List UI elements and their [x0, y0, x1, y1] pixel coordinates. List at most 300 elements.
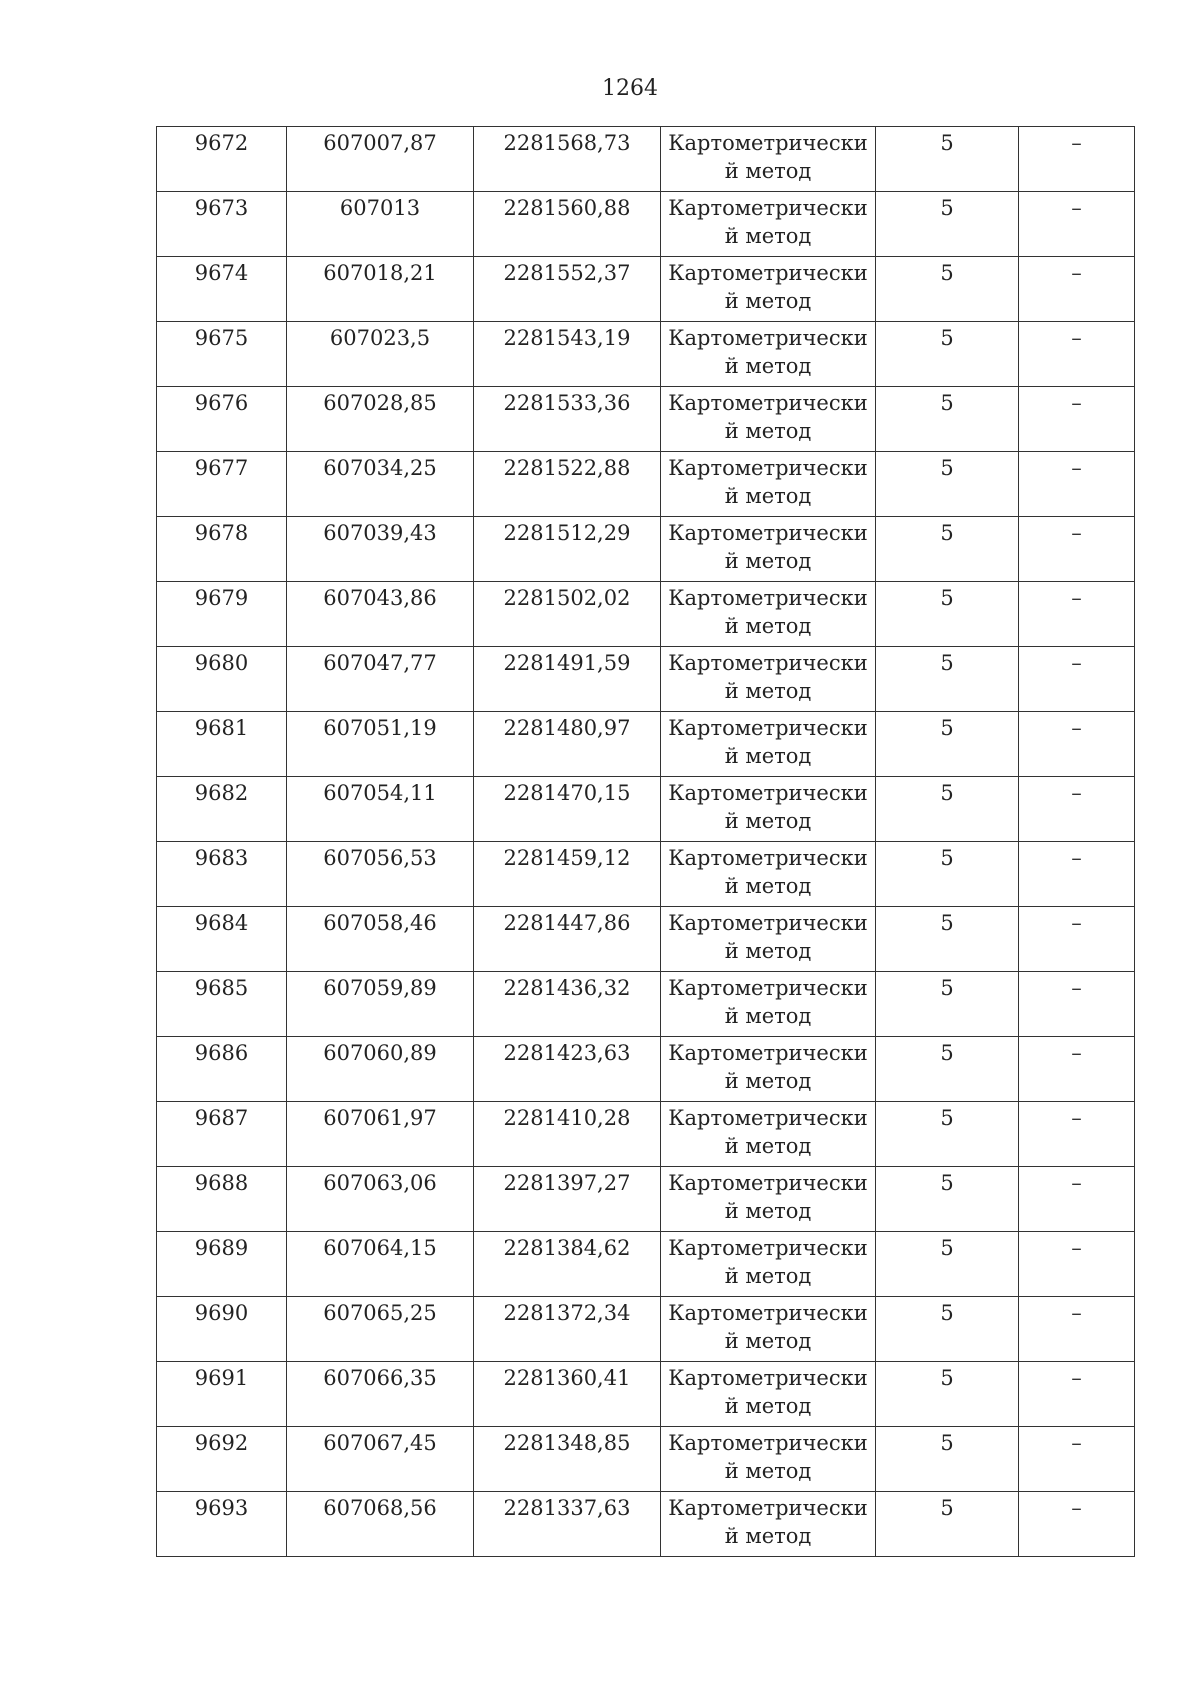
- note-text: –: [1071, 716, 1082, 740]
- point-number-text: 9677: [194, 456, 249, 480]
- method-line-2: й метод: [724, 419, 812, 443]
- note-text: –: [1071, 781, 1082, 805]
- note-text: –: [1071, 326, 1082, 350]
- point-number-cell: [157, 582, 287, 647]
- y-coordinate-text: 2281397,27: [503, 1171, 631, 1195]
- x-coordinate-text: 607056,53: [323, 846, 437, 870]
- y-coordinate-text: 2281533,36: [503, 391, 631, 415]
- point-number-text: 9684: [194, 911, 249, 935]
- method-line-1: Картометрически: [668, 1041, 868, 1065]
- x-coordinate-text: 607039,43: [323, 521, 437, 545]
- page-number: 1264: [602, 76, 658, 101]
- table-row: [157, 777, 1135, 842]
- note-cell: [1019, 322, 1135, 387]
- x-coordinate-text: 607066,35: [323, 1366, 437, 1390]
- note-text: –: [1071, 196, 1082, 220]
- method-cell: [661, 322, 876, 387]
- x-coordinate-cell: [287, 1167, 474, 1232]
- method-line-2: й метод: [724, 744, 812, 768]
- note-text: –: [1071, 651, 1082, 675]
- y-coordinate-text: 2281360,41: [503, 1366, 631, 1390]
- x-coordinate-cell: [287, 712, 474, 777]
- accuracy-text: 5: [940, 326, 954, 350]
- method-text: [661, 517, 875, 575]
- method-cell: [661, 517, 876, 582]
- y-coordinate-cell: [474, 1167, 661, 1232]
- point-number-text: 9675: [194, 326, 249, 350]
- method-text: [661, 127, 875, 185]
- x-coordinate-cell: [287, 1492, 474, 1557]
- y-coordinate-text: 2281470,15: [503, 781, 631, 805]
- note-text: –: [1071, 1496, 1082, 1520]
- method-cell: [661, 1362, 876, 1427]
- note-cell: [1019, 1297, 1135, 1362]
- x-coordinate-text: 607068,56: [323, 1496, 437, 1520]
- y-coordinate-cell: [474, 712, 661, 777]
- point-number-text: 9682: [194, 781, 249, 805]
- method-text: [661, 452, 875, 510]
- y-coordinate-text: 2281348,85: [503, 1431, 631, 1455]
- note-cell: [1019, 1427, 1135, 1492]
- accuracy-cell: [876, 1167, 1019, 1232]
- x-coordinate-cell: [287, 972, 474, 1037]
- note-cell: [1019, 777, 1135, 842]
- method-line-2: й метод: [724, 1004, 812, 1028]
- accuracy-cell: [876, 1102, 1019, 1167]
- method-text: [661, 1232, 875, 1290]
- x-coordinate-text: 607059,89: [323, 976, 437, 1000]
- accuracy-text: 5: [940, 976, 954, 1000]
- point-number-text: 9693: [194, 1496, 249, 1520]
- y-coordinate-cell: [474, 1037, 661, 1102]
- point-number-text: 9691: [194, 1366, 249, 1390]
- y-coordinate-text: 2281560,88: [503, 196, 631, 220]
- y-coordinate-text: 2281410,28: [503, 1106, 631, 1130]
- method-line-2: й метод: [724, 484, 812, 508]
- table-row: [157, 647, 1135, 712]
- point-number-cell: [157, 192, 287, 257]
- accuracy-cell: [876, 972, 1019, 1037]
- y-coordinate-cell: [474, 517, 661, 582]
- method-cell: [661, 127, 876, 192]
- note-cell: [1019, 1492, 1135, 1557]
- method-line-1: Картометрически: [668, 1236, 868, 1260]
- method-text: [661, 972, 875, 1030]
- point-number-text: 9683: [194, 846, 249, 870]
- point-number-cell: [157, 842, 287, 907]
- accuracy-cell: [876, 452, 1019, 517]
- y-coordinate-cell: [474, 1492, 661, 1557]
- method-line-2: й метод: [724, 1394, 812, 1418]
- method-text: [661, 1037, 875, 1095]
- accuracy-cell: [876, 1427, 1019, 1492]
- method-cell: [661, 647, 876, 712]
- accuracy-cell: [876, 387, 1019, 452]
- table-row: [157, 1362, 1135, 1427]
- x-coordinate-cell: [287, 582, 474, 647]
- table-row: [157, 1167, 1135, 1232]
- method-line-1: Картометрически: [668, 261, 868, 285]
- method-line-1: Картометрически: [668, 131, 868, 155]
- method-text: [661, 387, 875, 445]
- y-coordinate-text: 2281480,97: [503, 716, 631, 740]
- x-coordinate-text: 607065,25: [323, 1301, 437, 1325]
- point-number-text: 9673: [194, 196, 249, 220]
- x-coordinate-cell: [287, 1297, 474, 1362]
- method-line-2: й метод: [724, 614, 812, 638]
- note-cell: [1019, 452, 1135, 517]
- method-text: [661, 322, 875, 380]
- note-text: –: [1071, 1236, 1082, 1260]
- x-coordinate-text: 607013: [339, 196, 421, 220]
- method-text: [661, 582, 875, 640]
- accuracy-cell: [876, 192, 1019, 257]
- table-row: [157, 1232, 1135, 1297]
- note-text: –: [1071, 911, 1082, 935]
- note-cell: [1019, 192, 1135, 257]
- x-coordinate-cell: [287, 1362, 474, 1427]
- y-coordinate-cell: [474, 127, 661, 192]
- accuracy-text: 5: [940, 846, 954, 870]
- accuracy-cell: [876, 582, 1019, 647]
- x-coordinate-text: 607063,06: [323, 1171, 437, 1195]
- method-line-2: й метод: [724, 679, 812, 703]
- y-coordinate-text: 2281459,12: [503, 846, 631, 870]
- accuracy-text: 5: [940, 1236, 954, 1260]
- method-cell: [661, 192, 876, 257]
- x-coordinate-text: 607018,21: [323, 261, 437, 285]
- method-line-2: й метод: [724, 1524, 812, 1548]
- table-row: [157, 907, 1135, 972]
- method-line-1: Картометрически: [668, 1496, 868, 1520]
- x-coordinate-text: 607043,86: [323, 586, 437, 610]
- y-coordinate-cell: [474, 1297, 661, 1362]
- point-number-text: 9672: [194, 131, 249, 155]
- note-cell: [1019, 1232, 1135, 1297]
- method-line-1: Картометрически: [668, 586, 868, 610]
- x-coordinate-text: 607054,11: [323, 781, 437, 805]
- y-coordinate-text: 2281436,32: [503, 976, 631, 1000]
- method-text: [661, 1102, 875, 1160]
- x-coordinate-text: 607028,85: [323, 391, 437, 415]
- method-line-2: й метод: [724, 549, 812, 573]
- x-coordinate-text: 607007,87: [323, 131, 437, 155]
- table-row: [157, 712, 1135, 777]
- x-coordinate-cell: [287, 257, 474, 322]
- table-row: [157, 842, 1135, 907]
- x-coordinate-cell: [287, 517, 474, 582]
- y-coordinate-cell: [474, 1427, 661, 1492]
- table-row: [157, 257, 1135, 322]
- method-line-1: Картометрически: [668, 651, 868, 675]
- y-coordinate-text: 2281543,19: [503, 326, 631, 350]
- note-cell: [1019, 1167, 1135, 1232]
- note-cell: [1019, 1102, 1135, 1167]
- note-text: –: [1071, 976, 1082, 1000]
- method-line-1: Картометрически: [668, 846, 868, 870]
- method-line-2: й метод: [724, 874, 812, 898]
- method-cell: [661, 712, 876, 777]
- method-text: [661, 1167, 875, 1225]
- table-row: [157, 452, 1135, 517]
- note-cell: [1019, 257, 1135, 322]
- accuracy-text: 5: [940, 716, 954, 740]
- table-row: [157, 1102, 1135, 1167]
- y-coordinate-cell: [474, 582, 661, 647]
- y-coordinate-cell: [474, 452, 661, 517]
- note-cell: [1019, 972, 1135, 1037]
- accuracy-text: 5: [940, 196, 954, 220]
- method-cell: [661, 1427, 876, 1492]
- point-number-text: 9681: [194, 716, 249, 740]
- y-coordinate-text: 2281384,62: [503, 1236, 631, 1260]
- accuracy-text: 5: [940, 131, 954, 155]
- x-coordinate-cell: [287, 647, 474, 712]
- point-number-text: 9690: [194, 1301, 249, 1325]
- x-coordinate-cell: [287, 777, 474, 842]
- y-coordinate-cell: [474, 1232, 661, 1297]
- method-line-2: й метод: [724, 224, 812, 248]
- method-text: [661, 777, 875, 835]
- method-cell: [661, 1492, 876, 1557]
- point-number-text: 9692: [194, 1431, 249, 1455]
- accuracy-cell: [876, 1362, 1019, 1427]
- point-number-text: 9679: [194, 586, 249, 610]
- x-coordinate-cell: [287, 452, 474, 517]
- accuracy-text: 5: [940, 911, 954, 935]
- note-text: –: [1071, 391, 1082, 415]
- method-line-1: Картометрически: [668, 196, 868, 220]
- table-row: [157, 1037, 1135, 1102]
- x-coordinate-cell: [287, 1102, 474, 1167]
- method-line-1: Картометрически: [668, 976, 868, 1000]
- y-coordinate-cell: [474, 1362, 661, 1427]
- note-cell: [1019, 907, 1135, 972]
- table-row: [157, 322, 1135, 387]
- y-coordinate-cell: [474, 647, 661, 712]
- method-line-2: й метод: [724, 939, 812, 963]
- note-cell: [1019, 582, 1135, 647]
- method-cell: [661, 582, 876, 647]
- accuracy-cell: [876, 1297, 1019, 1362]
- point-number-cell: [157, 387, 287, 452]
- point-number-cell: [157, 1427, 287, 1492]
- method-line-2: й метод: [724, 1459, 812, 1483]
- accuracy-text: 5: [940, 781, 954, 805]
- note-text: –: [1071, 131, 1082, 155]
- note-text: –: [1071, 261, 1082, 285]
- method-line-1: Картометрически: [668, 911, 868, 935]
- accuracy-text: 5: [940, 1171, 954, 1195]
- method-text: [661, 1297, 875, 1355]
- x-coordinate-text: 607064,15: [323, 1236, 437, 1260]
- coordinates-table-body: [157, 127, 1135, 1557]
- y-coordinate-text: 2281491,59: [503, 651, 631, 675]
- accuracy-text: 5: [940, 261, 954, 285]
- y-coordinate-text: 2281447,86: [503, 911, 631, 935]
- method-line-2: й метод: [724, 289, 812, 313]
- accuracy-cell: [876, 1037, 1019, 1102]
- method-line-1: Картометрически: [668, 1366, 868, 1390]
- accuracy-text: 5: [940, 1106, 954, 1130]
- point-number-cell: [157, 972, 287, 1037]
- accuracy-cell: [876, 322, 1019, 387]
- x-coordinate-cell: [287, 1037, 474, 1102]
- point-number-cell: [157, 777, 287, 842]
- accuracy-text: 5: [940, 651, 954, 675]
- point-number-text: 9678: [194, 521, 249, 545]
- note-text: –: [1071, 1431, 1082, 1455]
- accuracy-text: 5: [940, 1301, 954, 1325]
- accuracy-cell: [876, 647, 1019, 712]
- x-coordinate-text: 607067,45: [323, 1431, 437, 1455]
- note-text: –: [1071, 1041, 1082, 1065]
- x-coordinate-cell: [287, 127, 474, 192]
- accuracy-text: 5: [940, 1366, 954, 1390]
- y-coordinate-cell: [474, 972, 661, 1037]
- point-number-cell: [157, 127, 287, 192]
- point-number-cell: [157, 1167, 287, 1232]
- point-number-cell: [157, 517, 287, 582]
- method-cell: [661, 1297, 876, 1362]
- method-line-1: Картометрически: [668, 716, 868, 740]
- x-coordinate-cell: [287, 907, 474, 972]
- accuracy-cell: [876, 127, 1019, 192]
- point-number-text: 9686: [194, 1041, 249, 1065]
- method-line-1: Картометрически: [668, 1106, 868, 1130]
- point-number-text: 9676: [194, 391, 249, 415]
- x-coordinate-text: 607034,25: [323, 456, 437, 480]
- x-coordinate-cell: [287, 387, 474, 452]
- y-coordinate-cell: [474, 257, 661, 322]
- y-coordinate-text: 2281337,63: [503, 1496, 631, 1520]
- x-coordinate-text: 607023,5: [329, 326, 431, 350]
- point-number-cell: [157, 1232, 287, 1297]
- table-row: [157, 582, 1135, 647]
- method-text: [661, 1492, 875, 1550]
- method-line-2: й метод: [724, 1199, 812, 1223]
- x-coordinate-text: 607061,97: [323, 1106, 437, 1130]
- y-coordinate-text: 2281502,02: [503, 586, 631, 610]
- method-line-1: Картометрически: [668, 391, 868, 415]
- y-coordinate-text: 2281552,37: [503, 261, 631, 285]
- accuracy-cell: [876, 777, 1019, 842]
- y-coordinate-text: 2281568,73: [503, 131, 631, 155]
- x-coordinate-text: 607051,19: [323, 716, 437, 740]
- note-cell: [1019, 387, 1135, 452]
- note-text: –: [1071, 846, 1082, 870]
- table-row: [157, 387, 1135, 452]
- method-cell: [661, 257, 876, 322]
- note-cell: [1019, 712, 1135, 777]
- method-line-2: й метод: [724, 1264, 812, 1288]
- method-line-1: Картометрически: [668, 1301, 868, 1325]
- method-cell: [661, 1037, 876, 1102]
- point-number-cell: [157, 1492, 287, 1557]
- method-line-1: Картометрически: [668, 521, 868, 545]
- method-text: [661, 907, 875, 965]
- note-text: –: [1071, 1171, 1082, 1195]
- accuracy-text: 5: [940, 521, 954, 545]
- accuracy-text: 5: [940, 1041, 954, 1065]
- note-cell: [1019, 647, 1135, 712]
- method-text: [661, 257, 875, 315]
- method-text: [661, 192, 875, 250]
- method-line-2: й метод: [724, 809, 812, 833]
- method-cell: [661, 777, 876, 842]
- x-coordinate-cell: [287, 192, 474, 257]
- point-number-cell: [157, 712, 287, 777]
- x-coordinate-text: 607047,77: [323, 651, 437, 675]
- point-number-text: 9688: [194, 1171, 249, 1195]
- y-coordinate-cell: [474, 1102, 661, 1167]
- accuracy-cell: [876, 1492, 1019, 1557]
- point-number-text: 9687: [194, 1106, 249, 1130]
- x-coordinate-text: 607060,89: [323, 1041, 437, 1065]
- x-coordinate-cell: [287, 842, 474, 907]
- method-line-2: й метод: [724, 1329, 812, 1353]
- y-coordinate-cell: [474, 777, 661, 842]
- x-coordinate-cell: [287, 322, 474, 387]
- y-coordinate-text: 2281423,63: [503, 1041, 631, 1065]
- table-row: [157, 127, 1135, 192]
- point-number-cell: [157, 257, 287, 322]
- accuracy-cell: [876, 517, 1019, 582]
- method-line-2: й метод: [724, 159, 812, 183]
- y-coordinate-cell: [474, 387, 661, 452]
- x-coordinate-cell: [287, 1232, 474, 1297]
- point-number-cell: [157, 322, 287, 387]
- point-number-cell: [157, 1362, 287, 1427]
- point-number-text: 9674: [194, 261, 249, 285]
- y-coordinate-cell: [474, 907, 661, 972]
- table-row: [157, 1492, 1135, 1557]
- point-number-cell: [157, 647, 287, 712]
- y-coordinate-text: 2281372,34: [503, 1301, 631, 1325]
- accuracy-cell: [876, 907, 1019, 972]
- note-cell: [1019, 1037, 1135, 1102]
- point-number-cell: [157, 452, 287, 517]
- method-text: [661, 647, 875, 705]
- method-line-1: Картометрически: [668, 1171, 868, 1195]
- table-row: [157, 517, 1135, 582]
- note-text: –: [1071, 1366, 1082, 1390]
- method-cell: [661, 907, 876, 972]
- note-cell: [1019, 1362, 1135, 1427]
- point-number-text: 9685: [194, 976, 249, 1000]
- method-cell: [661, 1102, 876, 1167]
- point-number-text: 9689: [194, 1236, 249, 1260]
- method-text: [661, 712, 875, 770]
- note-cell: [1019, 127, 1135, 192]
- method-line-2: й метод: [724, 354, 812, 378]
- note-cell: [1019, 517, 1135, 582]
- point-number-text: 9680: [194, 651, 249, 675]
- x-coordinate-cell: [287, 1427, 474, 1492]
- note-text: –: [1071, 1106, 1082, 1130]
- coordinates-table: [156, 126, 1135, 1557]
- point-number-cell: [157, 907, 287, 972]
- method-text: [661, 842, 875, 900]
- method-cell: [661, 387, 876, 452]
- point-number-cell: [157, 1297, 287, 1362]
- accuracy-text: 5: [940, 1431, 954, 1455]
- table-row: [157, 1427, 1135, 1492]
- method-line-2: й метод: [724, 1134, 812, 1158]
- table-row: [157, 192, 1135, 257]
- accuracy-text: 5: [940, 391, 954, 415]
- y-coordinate-text: 2281512,29: [503, 521, 631, 545]
